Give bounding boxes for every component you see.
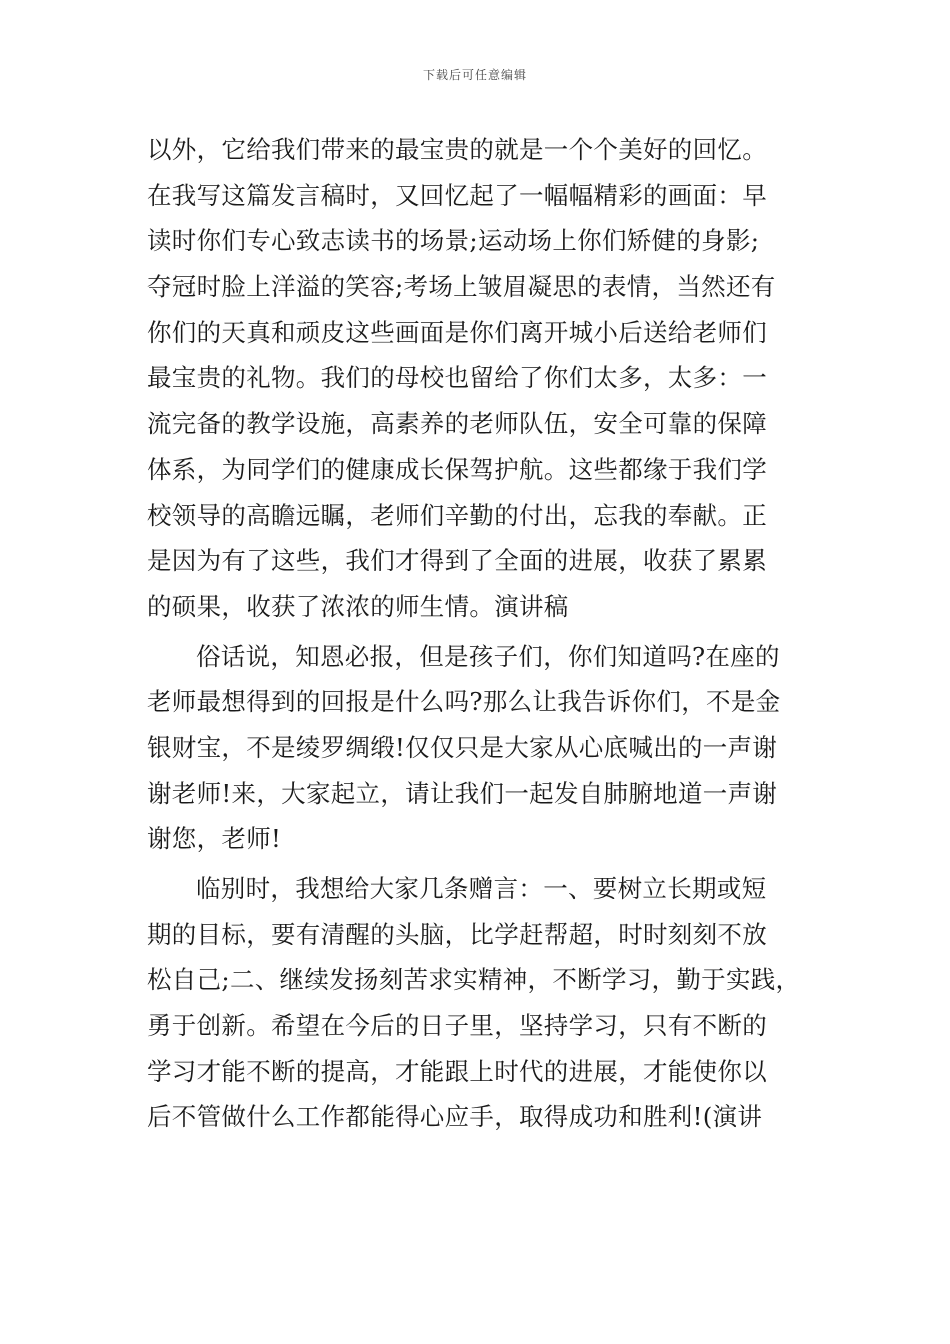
text-line: 谢老师!来，大家起立，请让我们一起发自肺腑地道一声谢 bbox=[147, 778, 778, 808]
text-line: 银财宝，不是绫罗绸缎!仅仅只是大家从心底喊出的一声谢 bbox=[147, 732, 778, 762]
text-line: 临别时，我想给大家几条赠言：一、要树立长期或短 bbox=[196, 874, 767, 903]
text-line: 校领导的高瞻远瞩，老师们辛勤的付出，忘我的奉献。正 bbox=[147, 500, 767, 530]
text-line: 期的目标，要有清醒的头脑，比学赶帮超，时时刻刻不放 bbox=[147, 919, 767, 949]
text-line: 松自己;二、继续发扬刻苦求实精神，不断学习，勤于实践， bbox=[147, 965, 801, 995]
text-line: 在我写这篇发言稿时，又回忆起了一幅幅精彩的画面：早 bbox=[147, 180, 767, 210]
text-line: 俗话说，知恩必报，但是孩子们，你们知道吗?在座的 bbox=[196, 641, 780, 671]
page-header: 下载后可任意编辑 bbox=[422, 68, 527, 82]
paragraph-3 bbox=[147, 866, 817, 1140]
text-line: 的硕果，收获了浓浓的师生情。演讲稿 bbox=[147, 591, 569, 621]
text-line: 勇于创新。希望在今后的日子里，坚持学习，只有不断的 bbox=[147, 1011, 767, 1041]
text-line: 学习才能不断的提高，才能跟上时代的进展，才能使你以 bbox=[147, 1056, 767, 1086]
text-line: 以外，它给我们带来的最宝贵的就是一个个美好的回忆。 bbox=[147, 135, 767, 164]
text-line: 谢您，老师! bbox=[147, 824, 282, 854]
text-line: 最宝贵的礼物。我们的母校也留给了你们太多，太多：一 bbox=[147, 363, 767, 393]
text-line: 体系，为同学们的健康成长保驾护航。这些都缘于我们学 bbox=[147, 454, 767, 484]
text-line: 后不管做什么工作都能得心应手，取得成功和胜利!(演讲 bbox=[147, 1102, 763, 1132]
text-line: 老师最想得到的回报是什么吗?那么让我告诉你们，不是金 bbox=[147, 687, 781, 717]
document-body bbox=[147, 127, 817, 1140]
text-line: 是因为有了这些，我们才得到了全面的进展，收获了累累 bbox=[147, 546, 767, 576]
text-line: 读时你们专心致志读书的场景;运动场上你们矫健的身影; bbox=[147, 226, 760, 256]
paragraph-1 bbox=[147, 127, 817, 630]
paragraph-2 bbox=[147, 634, 817, 862]
text-line: 夺冠时脸上洋溢的笑容;考场上皱眉凝思的表情，当然还有 bbox=[147, 272, 776, 302]
text-line: 你们的天真和顽皮这些画面是你们离开城小后送给老师们 bbox=[147, 317, 767, 347]
text-line: 流完备的教学设施，高素养的老师队伍，安全可靠的保障 bbox=[147, 409, 767, 439]
